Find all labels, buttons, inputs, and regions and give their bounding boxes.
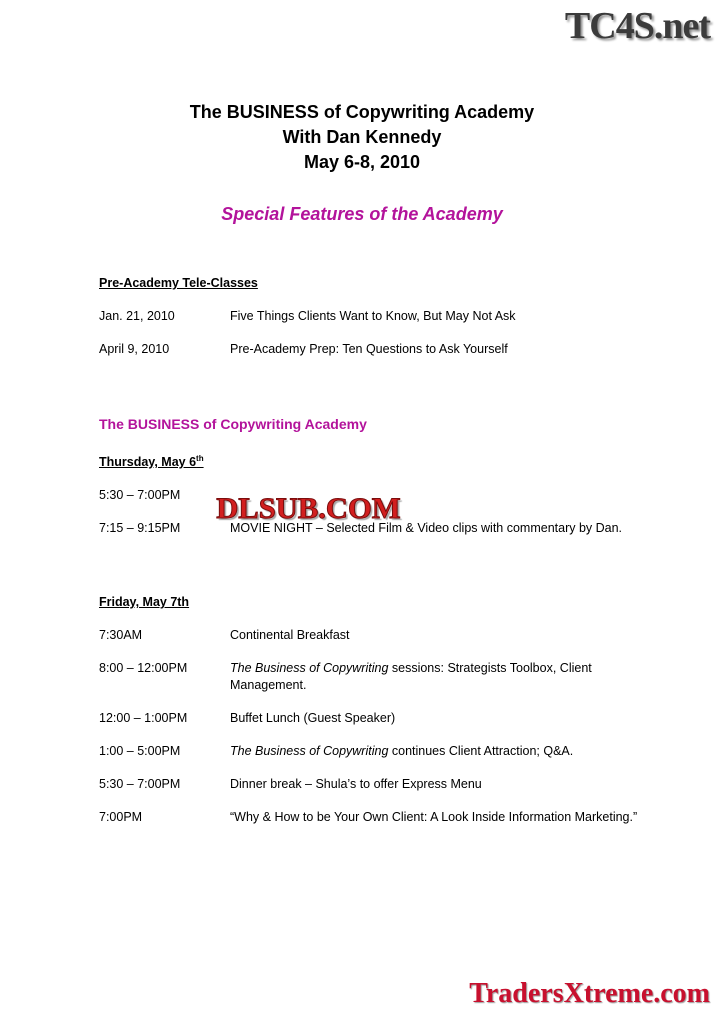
schedule-row — [99, 627, 659, 644]
row-time: 5:30 – 7:00PM — [99, 488, 181, 503]
row-time: 7:00PM — [99, 810, 143, 825]
schedule-row — [99, 341, 659, 358]
section-heading-pre-academy: Pre-Academy Tele-Classes — [99, 276, 258, 290]
section-academy — [99, 416, 659, 826]
day-heading-friday — [99, 595, 659, 609]
watermark-top-logo: TC4S.net — [564, 5, 710, 47]
row-description-rest: continues Client Attraction; Q&A. — [388, 744, 574, 759]
schedule-row — [99, 809, 659, 826]
row-time: 12:00 – 1:00PM — [99, 711, 188, 726]
row-description-rest: sessions: Strategists Toolbox, Client Management. — [230, 661, 592, 693]
page-subtitle: Special Features of the Academy — [221, 204, 503, 224]
schedule-row — [99, 710, 659, 727]
document-body — [99, 276, 659, 842]
row-description: Pre-Academy Prep: Ten Questions to Ask Yourself — [230, 342, 508, 356]
row-time: 8:00 – 12:00PM — [99, 661, 188, 676]
schedule-row — [99, 743, 659, 760]
row-time: 7:30AM — [99, 628, 143, 643]
row-description: Continental Breakfast — [230, 628, 350, 643]
row-description-italic: The Business of Copywriting — [230, 744, 389, 759]
day-heading-thursday — [99, 454, 659, 469]
watermark-middle-logo: DLSUB.COM — [216, 492, 401, 525]
section-pre-academy — [99, 276, 659, 358]
row-description: Five Things Clients Want to Know, But May Not Ask — [230, 309, 516, 323]
row-description: Dinner break – Shula’s to offer Express Menu — [230, 777, 482, 792]
day-heading-thursday-text: Thursday, May 6 — [99, 455, 197, 470]
row-description — [230, 743, 659, 760]
title-line-1: The BUSINESS of Copywriting Academy — [189, 102, 535, 122]
row-time: 5:30 – 7:00PM — [99, 777, 181, 792]
day-heading-thursday-suffix: th — [196, 454, 204, 463]
row-description: MOVIE NIGHT – Selected Film & Video clips with commentary by Dan. — [230, 521, 623, 536]
schedule-row — [99, 660, 659, 694]
row-description: Buffet Lunch (Guest Speaker) — [230, 711, 396, 726]
title-line-2: With Dan Kennedy — [282, 127, 442, 147]
watermark-bottom-logo: TradersXtreme.com — [469, 978, 710, 1009]
row-description-italic: The Business of Copywriting — [230, 661, 389, 676]
spacer — [99, 553, 659, 595]
spacer — [99, 374, 659, 416]
page-title — [0, 100, 724, 175]
day-heading-friday-text: Friday, May 7th — [99, 595, 190, 610]
row-time: Jan. 21, 2010 — [99, 309, 175, 323]
section-heading-academy: The BUSINESS of Copywriting Academy — [99, 416, 367, 432]
row-time: 1:00 – 5:00PM — [99, 744, 181, 759]
row-description — [230, 660, 659, 694]
row-description: “Why & How to be Your Own Client: A Look Inside Information Marketing.” — [230, 810, 638, 825]
title-line-3: May 6-8, 2010 — [303, 152, 421, 172]
row-time: April 9, 2010 — [99, 342, 170, 356]
schedule-row — [99, 308, 659, 325]
row-time: 7:15 – 9:15PM — [99, 521, 181, 536]
schedule-row — [99, 776, 659, 793]
